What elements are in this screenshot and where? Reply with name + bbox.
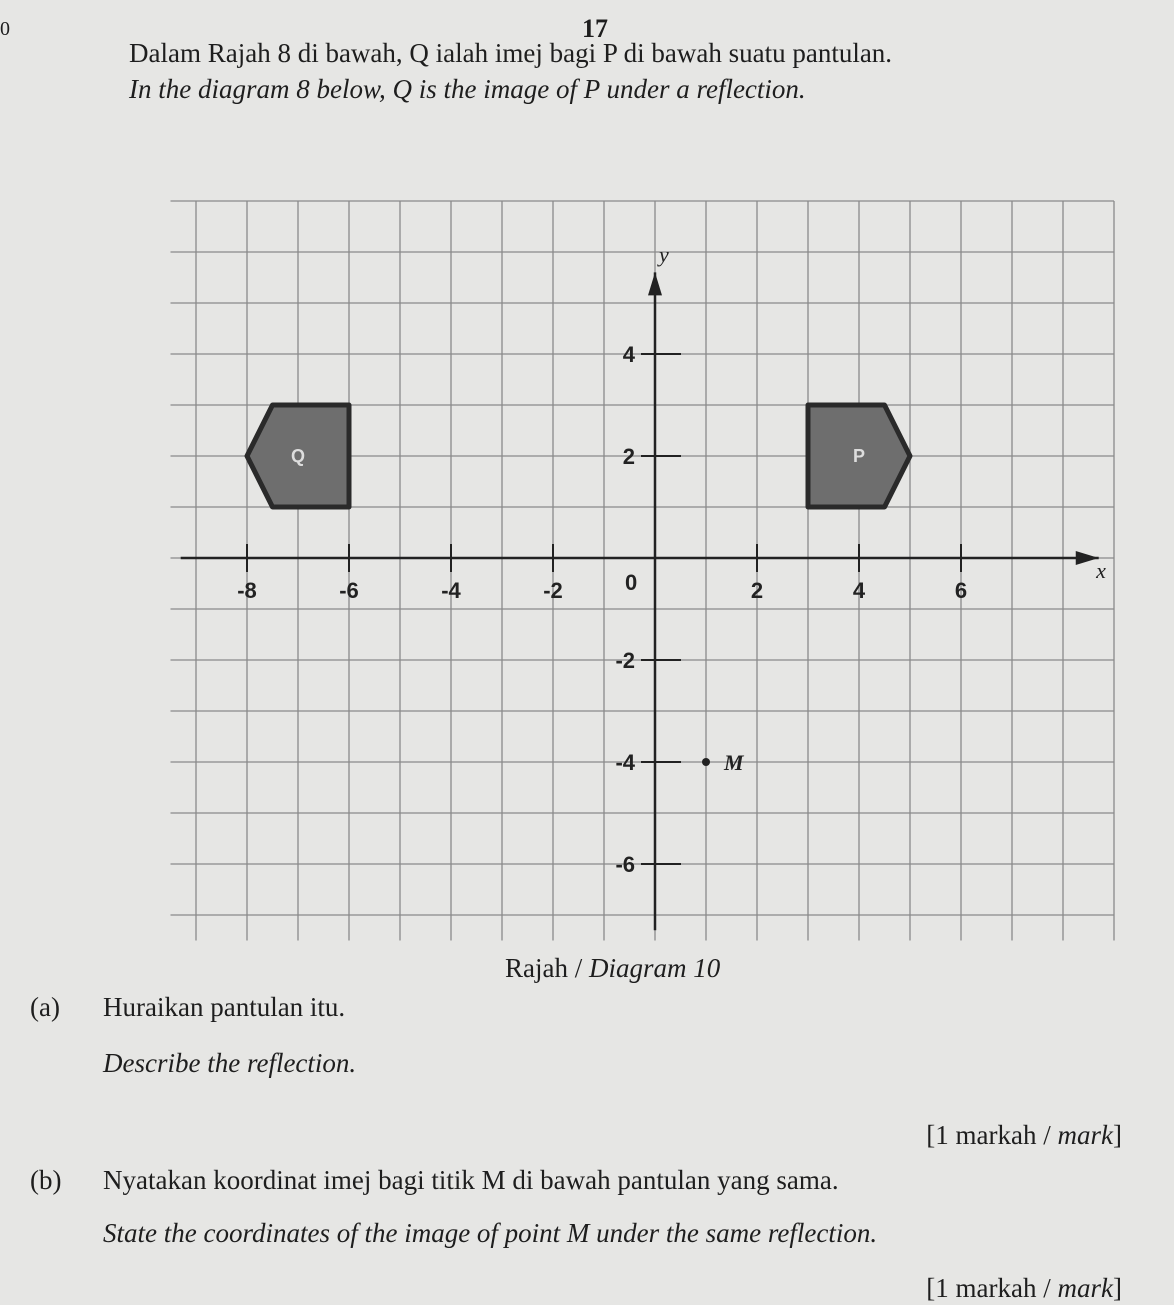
intro-malay: Dalam Rajah 8 di bawah, Q ialah imej bagi P di bawah suatu pantulan. <box>129 38 893 68</box>
page-number: 17 <box>582 14 608 43</box>
y-tick-label: -6 <box>615 852 635 877</box>
y-axis-name: y <box>659 242 669 268</box>
diagram-caption <box>505 953 720 984</box>
question-a-english: Describe the reflection. <box>103 1048 357 1078</box>
shape-q-label: Q <box>290 446 306 466</box>
x-tick-label: 4 <box>852 578 866 603</box>
y-tick-label: -2 <box>615 648 635 673</box>
intro-english: In the diagram 8 below, Q is the image of P under a reflection. <box>129 74 806 104</box>
grid-lines <box>171 201 1115 941</box>
x-tick-label: -8 <box>237 578 257 603</box>
question-b-marks <box>926 1273 1122 1304</box>
page-edge-mark: 0 <box>0 18 10 40</box>
x-axis-name: x <box>1096 558 1106 583</box>
caption-english: Diagram 10 <box>588 953 721 983</box>
question-a-marks <box>926 1120 1122 1151</box>
y-tick-label: 4 <box>622 342 635 367</box>
y-axis-arrow <box>648 272 662 295</box>
marks-english: mark <box>1057 1273 1113 1303</box>
shape-p-label: P <box>852 446 866 466</box>
caption-malay: Rajah / <box>505 953 589 983</box>
origin-label: 0 <box>625 570 638 595</box>
x-tick-label: 2 <box>750 578 764 603</box>
y-tick-label: 2 <box>622 444 635 469</box>
question-a-label: (a) <box>30 992 60 1022</box>
point-m-label: M <box>724 750 744 775</box>
marks-close: ] <box>1113 1273 1122 1303</box>
x-tick-label: -2 <box>543 578 563 603</box>
axes <box>181 242 1106 930</box>
question-b-label: (b) <box>30 1165 62 1195</box>
x-tick-label: -4 <box>441 578 461 603</box>
y-tick-label: -4 <box>615 750 635 775</box>
marks-close: ] <box>1113 1120 1122 1150</box>
points <box>702 750 745 775</box>
marks-malay: [1 markah / <box>926 1273 1058 1303</box>
question-b-english: State the coordinates of the image of point M under the same reflection. <box>103 1218 878 1248</box>
question-b-malay: Nyatakan koordinat imej bagi titik M di bawah pantulan yang sama. <box>103 1165 839 1195</box>
question-a-malay: Huraikan pantulan itu. <box>103 992 346 1022</box>
x-tick-label: 6 <box>954 578 968 603</box>
point-m-dot <box>702 758 710 766</box>
marks-english: mark <box>1057 1120 1113 1150</box>
marks-malay: [1 markah / <box>926 1120 1058 1150</box>
x-tick-label: -6 <box>339 578 359 603</box>
